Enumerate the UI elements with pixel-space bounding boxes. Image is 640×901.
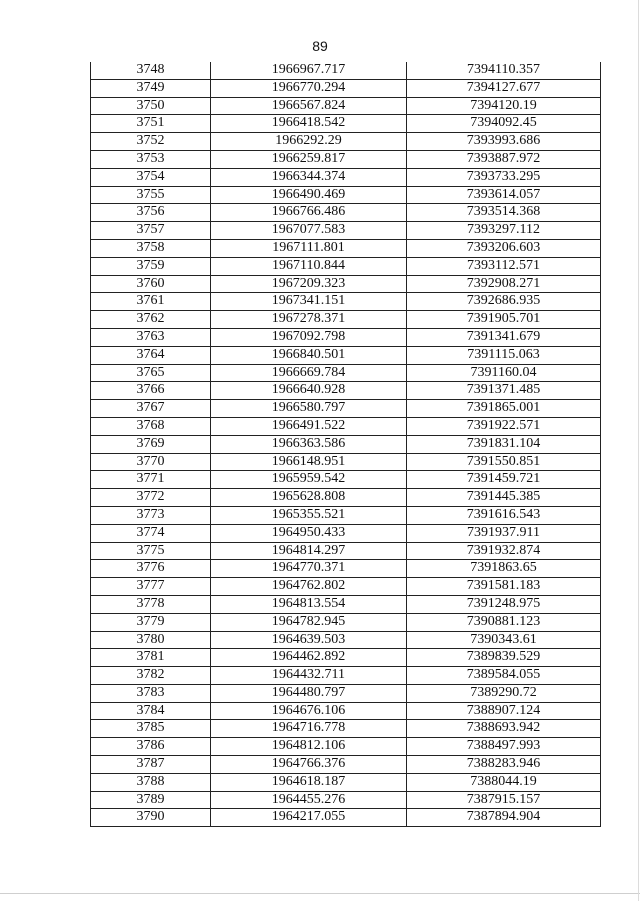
x-coordinate-cell: 1964813.554 [211,595,407,613]
point-number-cell: 3769 [91,435,211,453]
y-coordinate-cell: 7393614.057 [407,186,601,204]
point-number-cell: 3762 [91,311,211,329]
table-row [91,346,601,364]
y-coordinate-cell: 7388907.124 [407,702,601,720]
y-coordinate-cell: 7391445.385 [407,489,601,507]
y-coordinate-cell: 7391581.183 [407,578,601,596]
point-number-cell: 3787 [91,756,211,774]
y-coordinate-cell: 7391459.721 [407,471,601,489]
y-coordinate-cell: 7391905.701 [407,311,601,329]
y-coordinate-cell: 7391616.543 [407,506,601,524]
y-coordinate-cell: 7388693.942 [407,720,601,738]
x-coordinate-cell: 1964676.106 [211,702,407,720]
point-number-cell: 3755 [91,186,211,204]
y-coordinate-cell: 7392686.935 [407,293,601,311]
x-coordinate-cell: 1967092.798 [211,328,407,346]
coordinate-table-body [91,62,601,827]
y-coordinate-cell: 7391371.485 [407,382,601,400]
table-row [91,542,601,560]
y-coordinate-cell: 7391550.851 [407,453,601,471]
x-coordinate-cell: 1964950.433 [211,524,407,542]
point-number-cell: 3759 [91,257,211,275]
point-number-cell: 3760 [91,275,211,293]
y-coordinate-cell: 7393887.972 [407,150,601,168]
table-row [91,257,601,275]
x-coordinate-cell: 1964455.276 [211,791,407,809]
point-number-cell: 3772 [91,489,211,507]
table-row [91,328,601,346]
point-number-cell: 3758 [91,239,211,257]
table-row [91,115,601,133]
table-row [91,79,601,97]
coordinate-table [90,62,601,827]
x-coordinate-cell: 1966148.951 [211,453,407,471]
y-coordinate-cell: 7388283.946 [407,756,601,774]
point-number-cell: 3756 [91,204,211,222]
point-number-cell: 3749 [91,79,211,97]
table-row [91,578,601,596]
table-row [91,738,601,756]
y-coordinate-cell: 7388044.19 [407,773,601,791]
x-coordinate-cell: 1966840.501 [211,346,407,364]
table-row [91,222,601,240]
point-number-cell: 3773 [91,506,211,524]
table-row [91,489,601,507]
y-coordinate-cell: 7389839.529 [407,649,601,667]
y-coordinate-cell: 7391937.911 [407,524,601,542]
x-coordinate-cell: 1964766.376 [211,756,407,774]
table-row [91,506,601,524]
table-row [91,631,601,649]
x-coordinate-cell: 1966292.29 [211,133,407,151]
y-coordinate-cell: 7391865.001 [407,400,601,418]
y-coordinate-cell: 7387915.157 [407,791,601,809]
y-coordinate-cell: 7393733.295 [407,168,601,186]
x-coordinate-cell: 1964462.892 [211,649,407,667]
table-row [91,239,601,257]
point-number-cell: 3775 [91,542,211,560]
point-number-cell: 3790 [91,809,211,827]
point-number-cell: 3789 [91,791,211,809]
x-coordinate-cell: 1967110.844 [211,257,407,275]
point-number-cell: 3752 [91,133,211,151]
y-coordinate-cell: 7394110.357 [407,62,601,79]
y-coordinate-cell: 7394120.19 [407,97,601,115]
y-coordinate-cell: 7387894.904 [407,809,601,827]
x-coordinate-cell: 1964762.802 [211,578,407,596]
table-row [91,186,601,204]
x-coordinate-cell: 1966259.817 [211,150,407,168]
table-row [91,293,601,311]
y-coordinate-cell: 7393993.686 [407,133,601,151]
point-number-cell: 3774 [91,524,211,542]
point-number-cell: 3757 [91,222,211,240]
table-row [91,595,601,613]
x-coordinate-cell: 1964432.711 [211,667,407,685]
point-number-cell: 3788 [91,773,211,791]
table-row [91,364,601,382]
y-coordinate-cell: 7389290.72 [407,684,601,702]
y-coordinate-cell: 7391932.874 [407,542,601,560]
point-number-cell: 3779 [91,613,211,631]
x-coordinate-cell: 1964618.187 [211,773,407,791]
y-coordinate-cell: 7391115.063 [407,346,601,364]
x-coordinate-cell: 1964639.503 [211,631,407,649]
table-row [91,311,601,329]
point-number-cell: 3748 [91,62,211,79]
y-coordinate-cell: 7391863.65 [407,560,601,578]
point-number-cell: 3777 [91,578,211,596]
table-row [91,417,601,435]
x-coordinate-cell: 1966490.469 [211,186,407,204]
table-row [91,204,601,222]
x-coordinate-cell: 1967077.583 [211,222,407,240]
y-coordinate-cell: 7390881.123 [407,613,601,631]
table-row [91,702,601,720]
y-coordinate-cell: 7392908.271 [407,275,601,293]
x-coordinate-cell: 1967111.801 [211,239,407,257]
table-row [91,62,601,79]
x-coordinate-cell: 1964217.055 [211,809,407,827]
table-row [91,382,601,400]
x-coordinate-cell: 1964770.371 [211,560,407,578]
y-coordinate-cell: 7393206.603 [407,239,601,257]
x-coordinate-cell: 1966344.374 [211,168,407,186]
scan-edge-bottom [0,893,640,894]
x-coordinate-cell: 1965959.542 [211,471,407,489]
point-number-cell: 3754 [91,168,211,186]
y-coordinate-cell: 7393514.368 [407,204,601,222]
coordinate-table-container [90,62,600,827]
y-coordinate-cell: 7393112.571 [407,257,601,275]
table-row [91,613,601,631]
x-coordinate-cell: 1967278.371 [211,311,407,329]
point-number-cell: 3785 [91,720,211,738]
table-row [91,667,601,685]
x-coordinate-cell: 1966491.522 [211,417,407,435]
table-row [91,453,601,471]
table-row [91,773,601,791]
x-coordinate-cell: 1966567.824 [211,97,407,115]
point-number-cell: 3781 [91,649,211,667]
point-number-cell: 3766 [91,382,211,400]
table-row [91,524,601,542]
point-number-cell: 3780 [91,631,211,649]
table-row [91,275,601,293]
table-row [91,97,601,115]
point-number-cell: 3765 [91,364,211,382]
x-coordinate-cell: 1966669.784 [211,364,407,382]
x-coordinate-cell: 1964812.106 [211,738,407,756]
point-number-cell: 3763 [91,328,211,346]
point-number-cell: 3751 [91,115,211,133]
table-row [91,791,601,809]
x-coordinate-cell: 1967209.323 [211,275,407,293]
y-coordinate-cell: 7394127.677 [407,79,601,97]
table-row [91,560,601,578]
point-number-cell: 3770 [91,453,211,471]
point-number-cell: 3786 [91,738,211,756]
point-number-cell: 3764 [91,346,211,364]
y-coordinate-cell: 7390343.61 [407,631,601,649]
x-coordinate-cell: 1966770.294 [211,79,407,97]
y-coordinate-cell: 7391922.571 [407,417,601,435]
table-row [91,809,601,827]
x-coordinate-cell: 1966363.586 [211,435,407,453]
y-coordinate-cell: 7391248.975 [407,595,601,613]
table-row [91,400,601,418]
y-coordinate-cell: 7391831.104 [407,435,601,453]
x-coordinate-cell: 1967341.151 [211,293,407,311]
point-number-cell: 3782 [91,667,211,685]
table-row [91,168,601,186]
y-coordinate-cell: 7391160.04 [407,364,601,382]
point-number-cell: 3784 [91,702,211,720]
point-number-cell: 3768 [91,417,211,435]
point-number-cell: 3783 [91,684,211,702]
x-coordinate-cell: 1964782.945 [211,613,407,631]
x-coordinate-cell: 1965355.521 [211,506,407,524]
y-coordinate-cell: 7388497.993 [407,738,601,756]
table-row [91,471,601,489]
point-number-cell: 3778 [91,595,211,613]
table-row [91,150,601,168]
x-coordinate-cell: 1966967.717 [211,62,407,79]
point-number-cell: 3771 [91,471,211,489]
table-row [91,756,601,774]
page-number: 89 [312,38,328,54]
point-number-cell: 3753 [91,150,211,168]
table-row [91,684,601,702]
x-coordinate-cell: 1966766.486 [211,204,407,222]
x-coordinate-cell: 1965628.808 [211,489,407,507]
x-coordinate-cell: 1966418.542 [211,115,407,133]
table-row [91,720,601,738]
y-coordinate-cell: 7393297.112 [407,222,601,240]
table-row [91,133,601,151]
point-number-cell: 3750 [91,97,211,115]
y-coordinate-cell: 7391341.679 [407,328,601,346]
point-number-cell: 3761 [91,293,211,311]
table-row [91,649,601,667]
scan-edge-right [638,0,639,901]
x-coordinate-cell: 1964716.778 [211,720,407,738]
table-row [91,435,601,453]
y-coordinate-cell: 7394092.45 [407,115,601,133]
x-coordinate-cell: 1966640.928 [211,382,407,400]
point-number-cell: 3767 [91,400,211,418]
x-coordinate-cell: 1964480.797 [211,684,407,702]
y-coordinate-cell: 7389584.055 [407,667,601,685]
point-number-cell: 3776 [91,560,211,578]
x-coordinate-cell: 1966580.797 [211,400,407,418]
x-coordinate-cell: 1964814.297 [211,542,407,560]
